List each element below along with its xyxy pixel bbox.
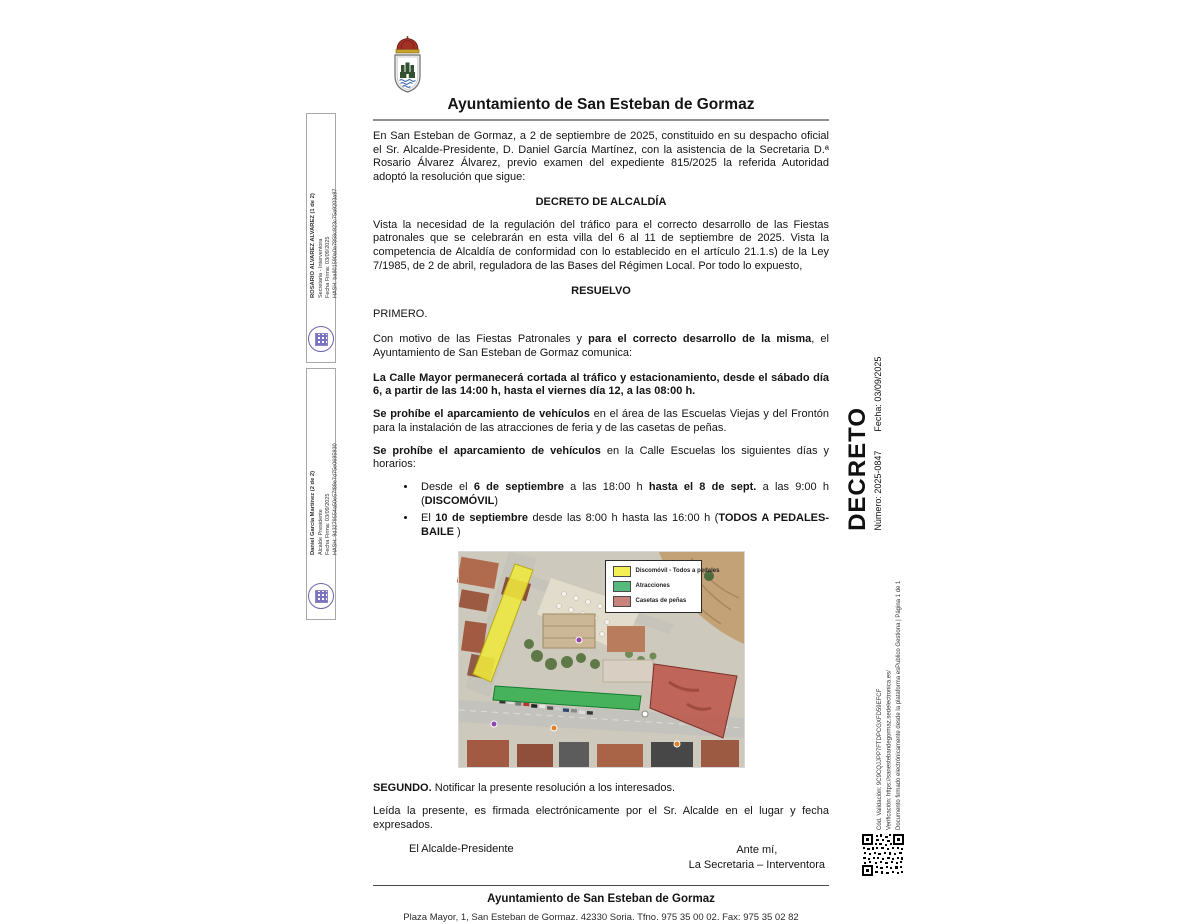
zones-map-figure [459,552,744,767]
signer-role: Alcalde Presidente [317,509,324,555]
electronic-seal-icon [308,326,334,352]
electronic-seal-icon [308,583,334,609]
intro-paragraph: En San Esteban de Gormaz, a 2 de septiembre de 2025, constituido en su despacho oficial el Sr. Alcalde-Presidente, D. Daniel García Martínez, con la asistencia de la Secretaria D.ª Rosario Álvarez Álvarez, previo examen del expediente 815/2025 la referida Autoridad adoptó la resolución que sigue: [373,129,829,184]
validation-code-line: Cód. Validación: 9C9CQJJPP7FTDPCGXFD59EFCF [877,688,883,830]
calle-mayor-paragraph: La Calle Mayor permanecerá cortada al tráfico y estacionamiento, desde el sábado día 6, a partir de las 14:00 h, hasta el viernes día 12, a las 08:00 h. [373,371,829,398]
signer-role: Secretaria - Interventora [317,238,324,298]
signature-box-alcalde [306,368,339,620]
prohibicion-calle-paragraph: Se prohíbe el aparcamiento de vehículos en la Calle Escuelas los siguientes días y horarios: [373,444,829,471]
decree-meta [873,357,884,531]
primero-label: PRIMERO. [373,308,428,321]
signature-hash: HASH: ba801590a0a7858c923c75a9203a97 [332,188,339,298]
legend-item-discomovil [613,566,720,577]
legend-item-casetas [613,596,697,607]
vista-paragraph: Vista la necesidad de la regulación del tráfico para el correcto desarrollo de las Fiestas patronales que se celebrarán en esta villa del 6 al 11 de septiembre de 2025. Vista la competencia de Alcaldía de conformidad con lo establecido en el artículo 21.1.s) de la Ley 7/1985, de 2 de abril, reguladora de las Bases del Régimen Local. Por todo lo expuesto, [373,218,829,272]
schedule-bullet-list [373,480,829,539]
leida-paragraph: Leída la presente, es firmada electrónicamente por el Sr. Alcalde en el lugar y fecha expresados. [373,805,829,831]
segundo-paragraph: SEGUNDO. Notificar la presente resolución a los interesados. [373,782,676,795]
map-legend [605,560,720,613]
signature-date: Fecha Firma: 03/09/2025 [325,236,332,298]
signed-platform-line: Documento firmado electrónicamente desde la plataforma esPublico Gestiona | Página 1 de 1 [896,580,903,830]
qr-code-icon [861,833,905,877]
legend-label: Atracciones [635,583,670,589]
list-item: • El 10 de septiembre desde las 8:00 h hasta las 16:00 h (TODOS A PEDALES-BAILE ) [417,511,829,540]
motivo-paragraph: Con motivo de las Fiestas Patronales y para el correcto desarrollo de la misma, el Ayuntamiento de San Esteban de Gormaz comunica: [373,333,829,359]
signature-box-secretaria [306,113,339,363]
document-content [373,30,829,924]
signer-name: ROSARIO ALVAREZ ALVAREZ (1 de 2) [310,193,316,298]
legend-item-atracciones [613,581,697,592]
legend-label: Casetas de peñas [635,598,687,604]
prohibicion-area-paragraph: Se prohíbe el aparcamiento de vehículos en el área de las Escuelas Viejas y del Frontón para la instalación de las atracciones de feria y de las casetas de peñas. [373,408,829,434]
verification-url-line: Verificación: https://sanestebandegormaz.sedelectronica.es/ [886,670,893,830]
secretaria-label: La Secretaria – Interventora [688,858,825,871]
legend-swatch-green-icon [613,581,631,592]
decree-date: Fecha: 03/09/2025 [873,357,883,433]
decree-type-label: DECRETO [844,407,871,531]
footer-address: Plaza Mayor, 1, San Esteban de Gormaz. 42330 Soria. Tfno. 975 35 00 02. Fax: 975 35 02 82 [403,911,799,923]
footer-title: Ayuntamiento de San Esteban de Gormaz [487,893,715,906]
signer-name: Daniel García Martínez (2 de 2) [310,470,316,555]
signature-box-text [310,122,339,298]
decree-number: Número: 2025-0847 [873,450,883,531]
legend-swatch-yellow-icon [613,566,631,577]
signature-date: Fecha Firma: 03/09/2025 [325,493,332,555]
signature-alcalde-label: El Alcalde-Presidente [409,842,514,855]
resuelvo-heading: RESUELVO [571,284,631,297]
decree-margin-block [846,315,884,531]
page-title: Ayuntamiento de San Esteban de Gormaz [447,96,755,113]
legend-swatch-salmon-icon [613,596,631,607]
footer-divider [373,885,829,886]
signature-box-text [310,377,339,555]
town-crest-icon [389,36,426,94]
legend-label: Discomóvil - Todos a pedales [635,568,720,574]
list-item: • Desde el 6 de septiembre a las 18:00 h hasta el 8 de sept. a las 9:00 h (DISCOMÓVIL) [417,480,829,509]
header-divider [373,119,829,121]
verification-text-block [876,552,905,830]
signature-secretaria-block [689,843,825,874]
ante-mi-label: Ante mí, [736,843,778,856]
decree-heading: DECRETO DE ALCALDÍA [535,195,667,208]
signature-hash: HASH: 9d3279554a50e57f89e7d75e0695930 [332,443,339,555]
signature-row [373,843,829,874]
